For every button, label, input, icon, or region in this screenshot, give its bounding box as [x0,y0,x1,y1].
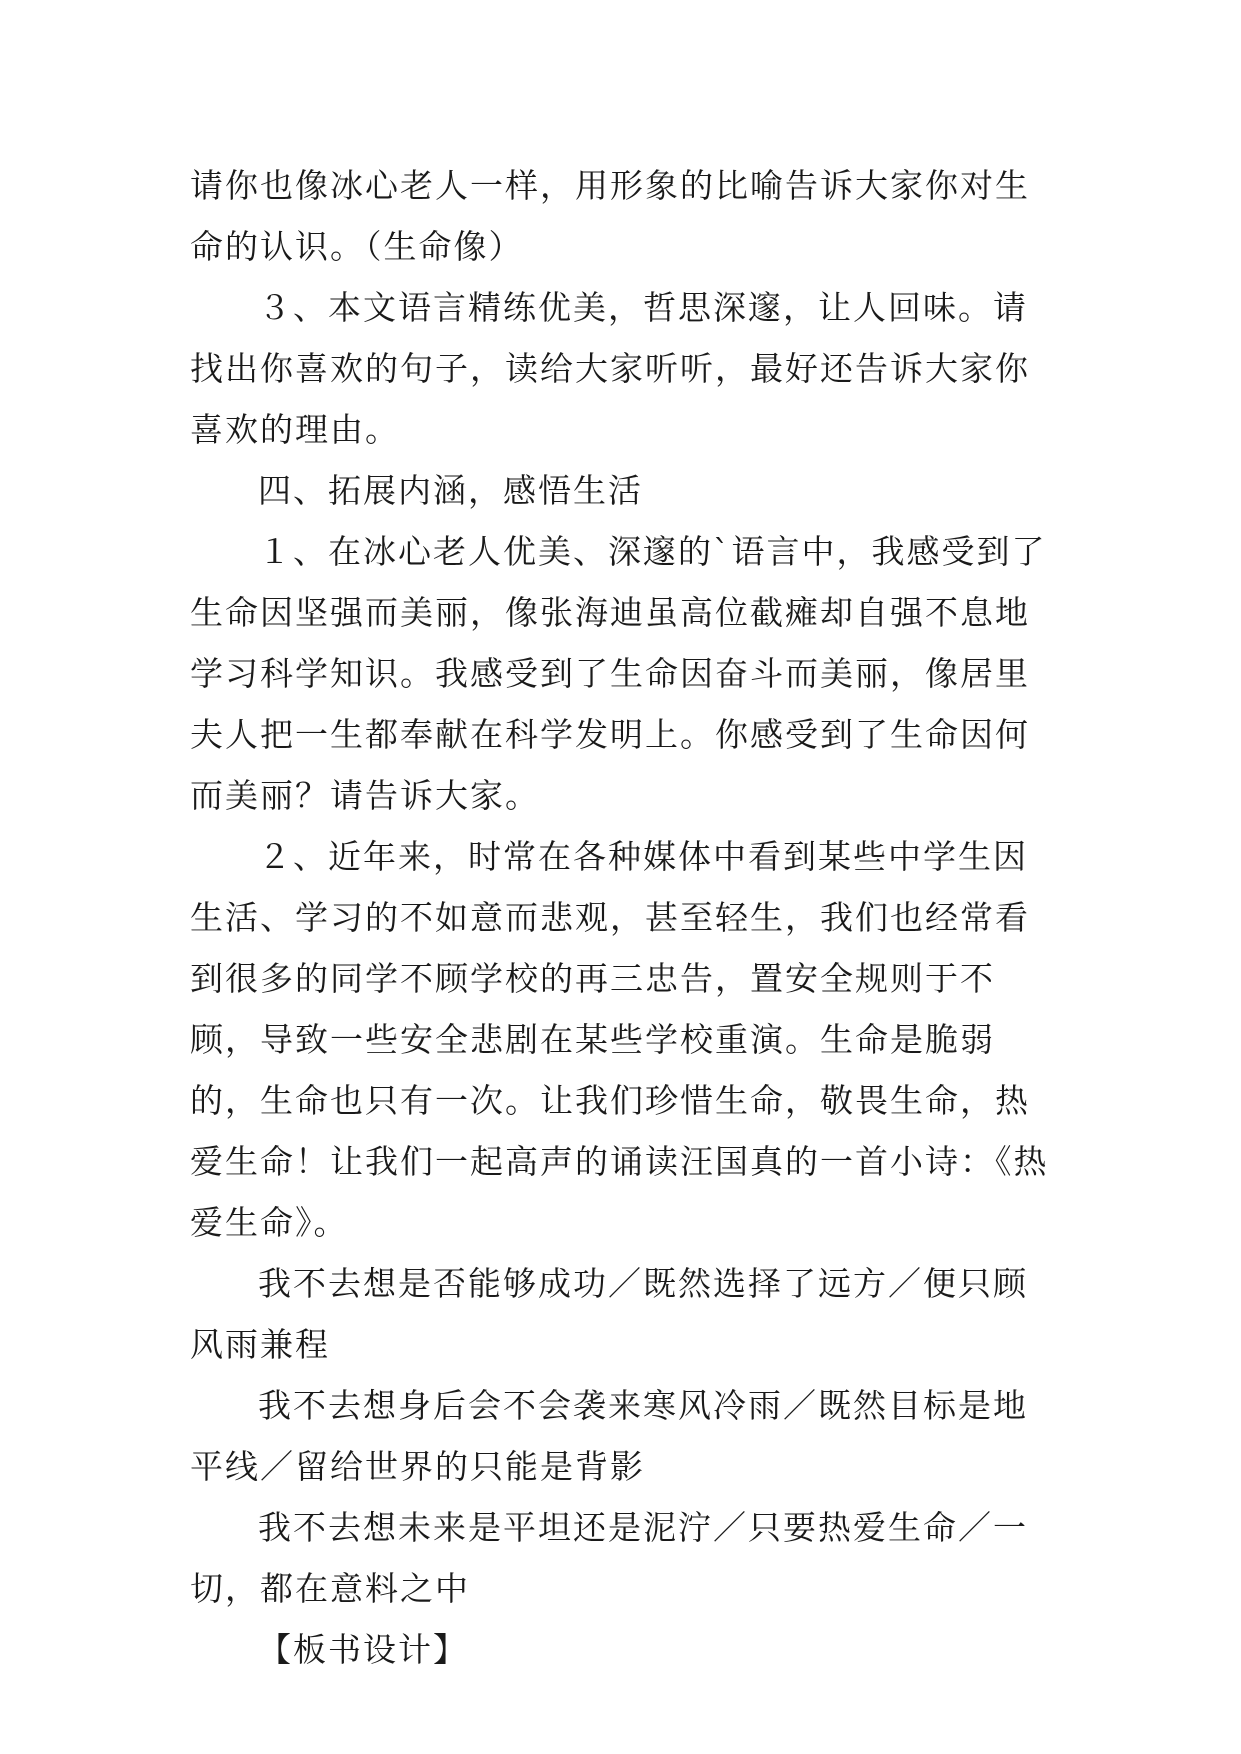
board-design-heading: 【板书设计】 [258,1630,468,1669]
paragraph-continuation: 请你也像冰心老人一样，用形象的比喻告诉大家你对生命的认识。（生命像） [190,166,1030,266]
poem-stanza-3: 我不去想未来是平坦还是泥泞／只要热爱生命／一切，都在意料之中 [190,1508,1028,1608]
poem-stanza-1: 我不去想是否能够成功／既然选择了远方／便只顾风雨兼程 [190,1264,1028,1364]
paragraph-item-1: １、在冰心老人优美、深邃的`语言中，我感受到了生命因坚强而美丽，像张海迪虽高位截瘫却自强不息地学习科学知识。我感受到了生命因奋斗而美丽，像居里夫人把一生都奉献在科学发明上。你感受到了生命因何而美丽？请告诉大家。 [190,532,1047,815]
document-body [190,155,1060,1680]
poem-stanza-2: 我不去想身后会不会袭来寒风冷雨／既然目标是地平线／留给世界的只能是背影 [190,1386,1028,1486]
paragraph-item-3: ３、本文语言精练优美，哲思深邃，让人回味。请找出你喜欢的句子，读给大家听听，最好还告诉大家你喜欢的理由。 [190,288,1030,449]
paragraph-item-2: ２、近年来，时常在各种媒体中看到某些中学生因生活、学习的不如意而悲观，甚至轻生，我们也经常看到很多的同学不顾学校的再三忠告，置安全规则于不顾，导致一些安全悲剧在某些学校重演。生命是脆弱的，生命也只有一次。让我们珍惜生命，敬畏生命，热爱生命！让我们一起高声的诵读汪国真的一首小诗：《热爱生命》。 [190,837,1049,1242]
section-heading-4: 四、拓展内涵，感悟生活 [258,471,643,510]
